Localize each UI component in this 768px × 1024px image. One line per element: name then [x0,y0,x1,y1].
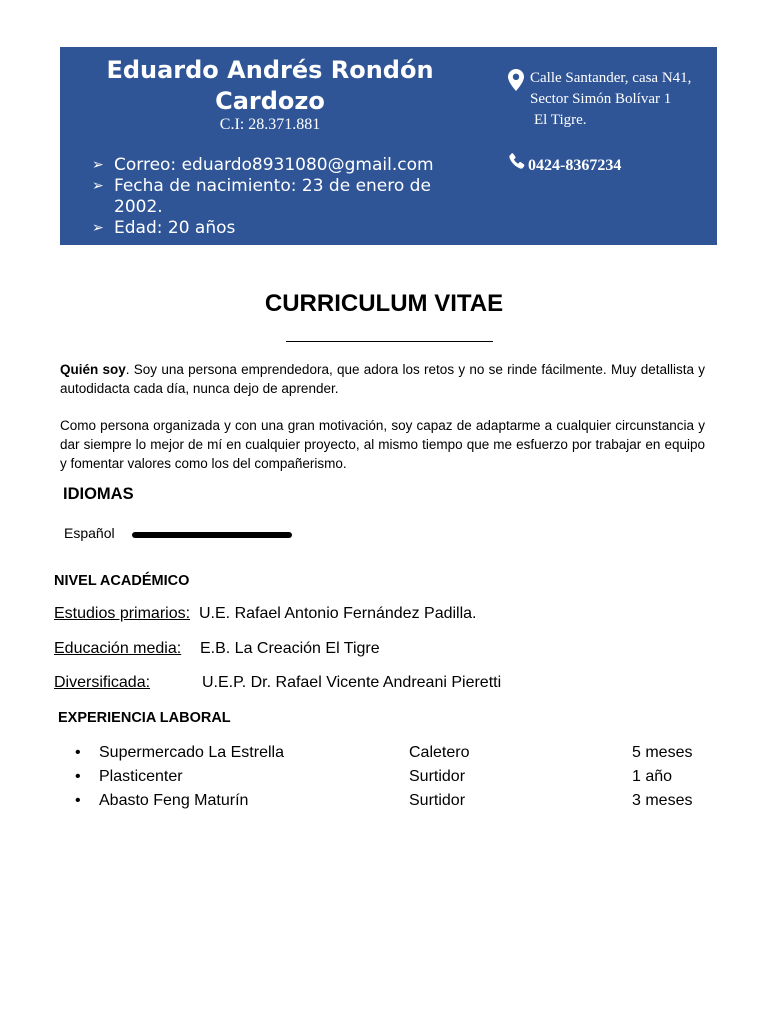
section-heading-experiencia: EXPERIENCIA LABORAL [58,710,231,726]
phone-icon [508,152,528,175]
education-row [54,640,380,658]
list-item [75,765,715,789]
bullet-dot-icon: • [75,744,81,761]
bullet-dot-icon: • [75,792,81,809]
address-line: Sector Simón Bolívar 1 [530,91,672,107]
personal-info-item: ➢ Edad: 20 años [92,218,236,238]
phone-number: 0424-8367234 [508,152,621,175]
location-pin-icon [508,69,524,98]
title-divider [286,341,493,342]
about-lead: Quién soy [60,362,126,377]
education-value: E.B. La Creación El Tigre [200,640,380,657]
education-label: Diversificada: [54,674,151,691]
education-value: U.E. Rafael Antonio Fernández Padilla. [199,605,477,622]
list-item [75,789,715,813]
arrow-bullet-icon: ➢ [92,157,104,173]
education-label: Educación media: [54,640,182,657]
personal-info-item: ➢ Correo: eduardo8931080@gmail.com [92,155,434,175]
bullet-dot-icon: • [75,768,81,785]
arrow-bullet-icon: ➢ [92,178,104,194]
section-heading-idiomas: IDIOMAS [63,485,134,503]
arrow-bullet-icon: ➢ [92,220,104,236]
candidate-name: Eduardo Andrés Rondón Cardozo [106,56,434,115]
experience-role: Surtidor [409,768,466,785]
experience-duration: 1 año [632,768,673,785]
education-row [54,674,502,692]
page-title: CURRICULUM VITAE [264,290,504,317]
address-line: El Tigre. [534,112,587,128]
experience-role: Surtidor [409,792,466,809]
experience-company: Supermercado La Estrella [99,744,284,761]
experience-list [75,741,715,813]
id-number: C.I: 28.371.881 [219,116,321,133]
experience-company: Abasto Feng Maturín [99,792,249,809]
header-banner [60,47,717,245]
personal-info-item: ➢ Fecha de nacimiento: 23 de enero de 2002. [92,176,431,217]
education-row [54,605,477,623]
education-label: Estudios primarios: [54,605,191,622]
list-item [75,741,715,765]
language-name: Español [64,525,115,541]
personal-info-list [92,155,462,238]
language-level-bar [132,532,292,538]
experience-duration: 3 meses [632,792,693,809]
about-paragraph: Como persona organizada y con una gran motivación, soy capaz de adaptarme a cualquier circunstancia y dar siempre lo mejor de mí en cualquier proyecto, al mismo tiempo que me esfuerzo por trabajar en equipo y fomentar valores como los del compañerismo. [60,418,705,471]
experience-company: Plasticenter [99,768,183,785]
education-value: U.E.P. Dr. Rafael Vicente Andreani Pieretti [202,674,502,691]
experience-duration: 5 meses [632,744,693,761]
section-heading-academico: NIVEL ACADÉMICO [54,573,190,589]
experience-role: Caletero [409,744,470,761]
address-line: Calle Santander, casa N41, [530,70,692,86]
address-block [508,68,713,131]
about-paragraph: Quién soy. Soy una persona emprendedora, que adora los retos y no se rinde fácilmente. Muy detallista y autodidacta cada día, nunca dejo de aprender. [60,362,706,396]
